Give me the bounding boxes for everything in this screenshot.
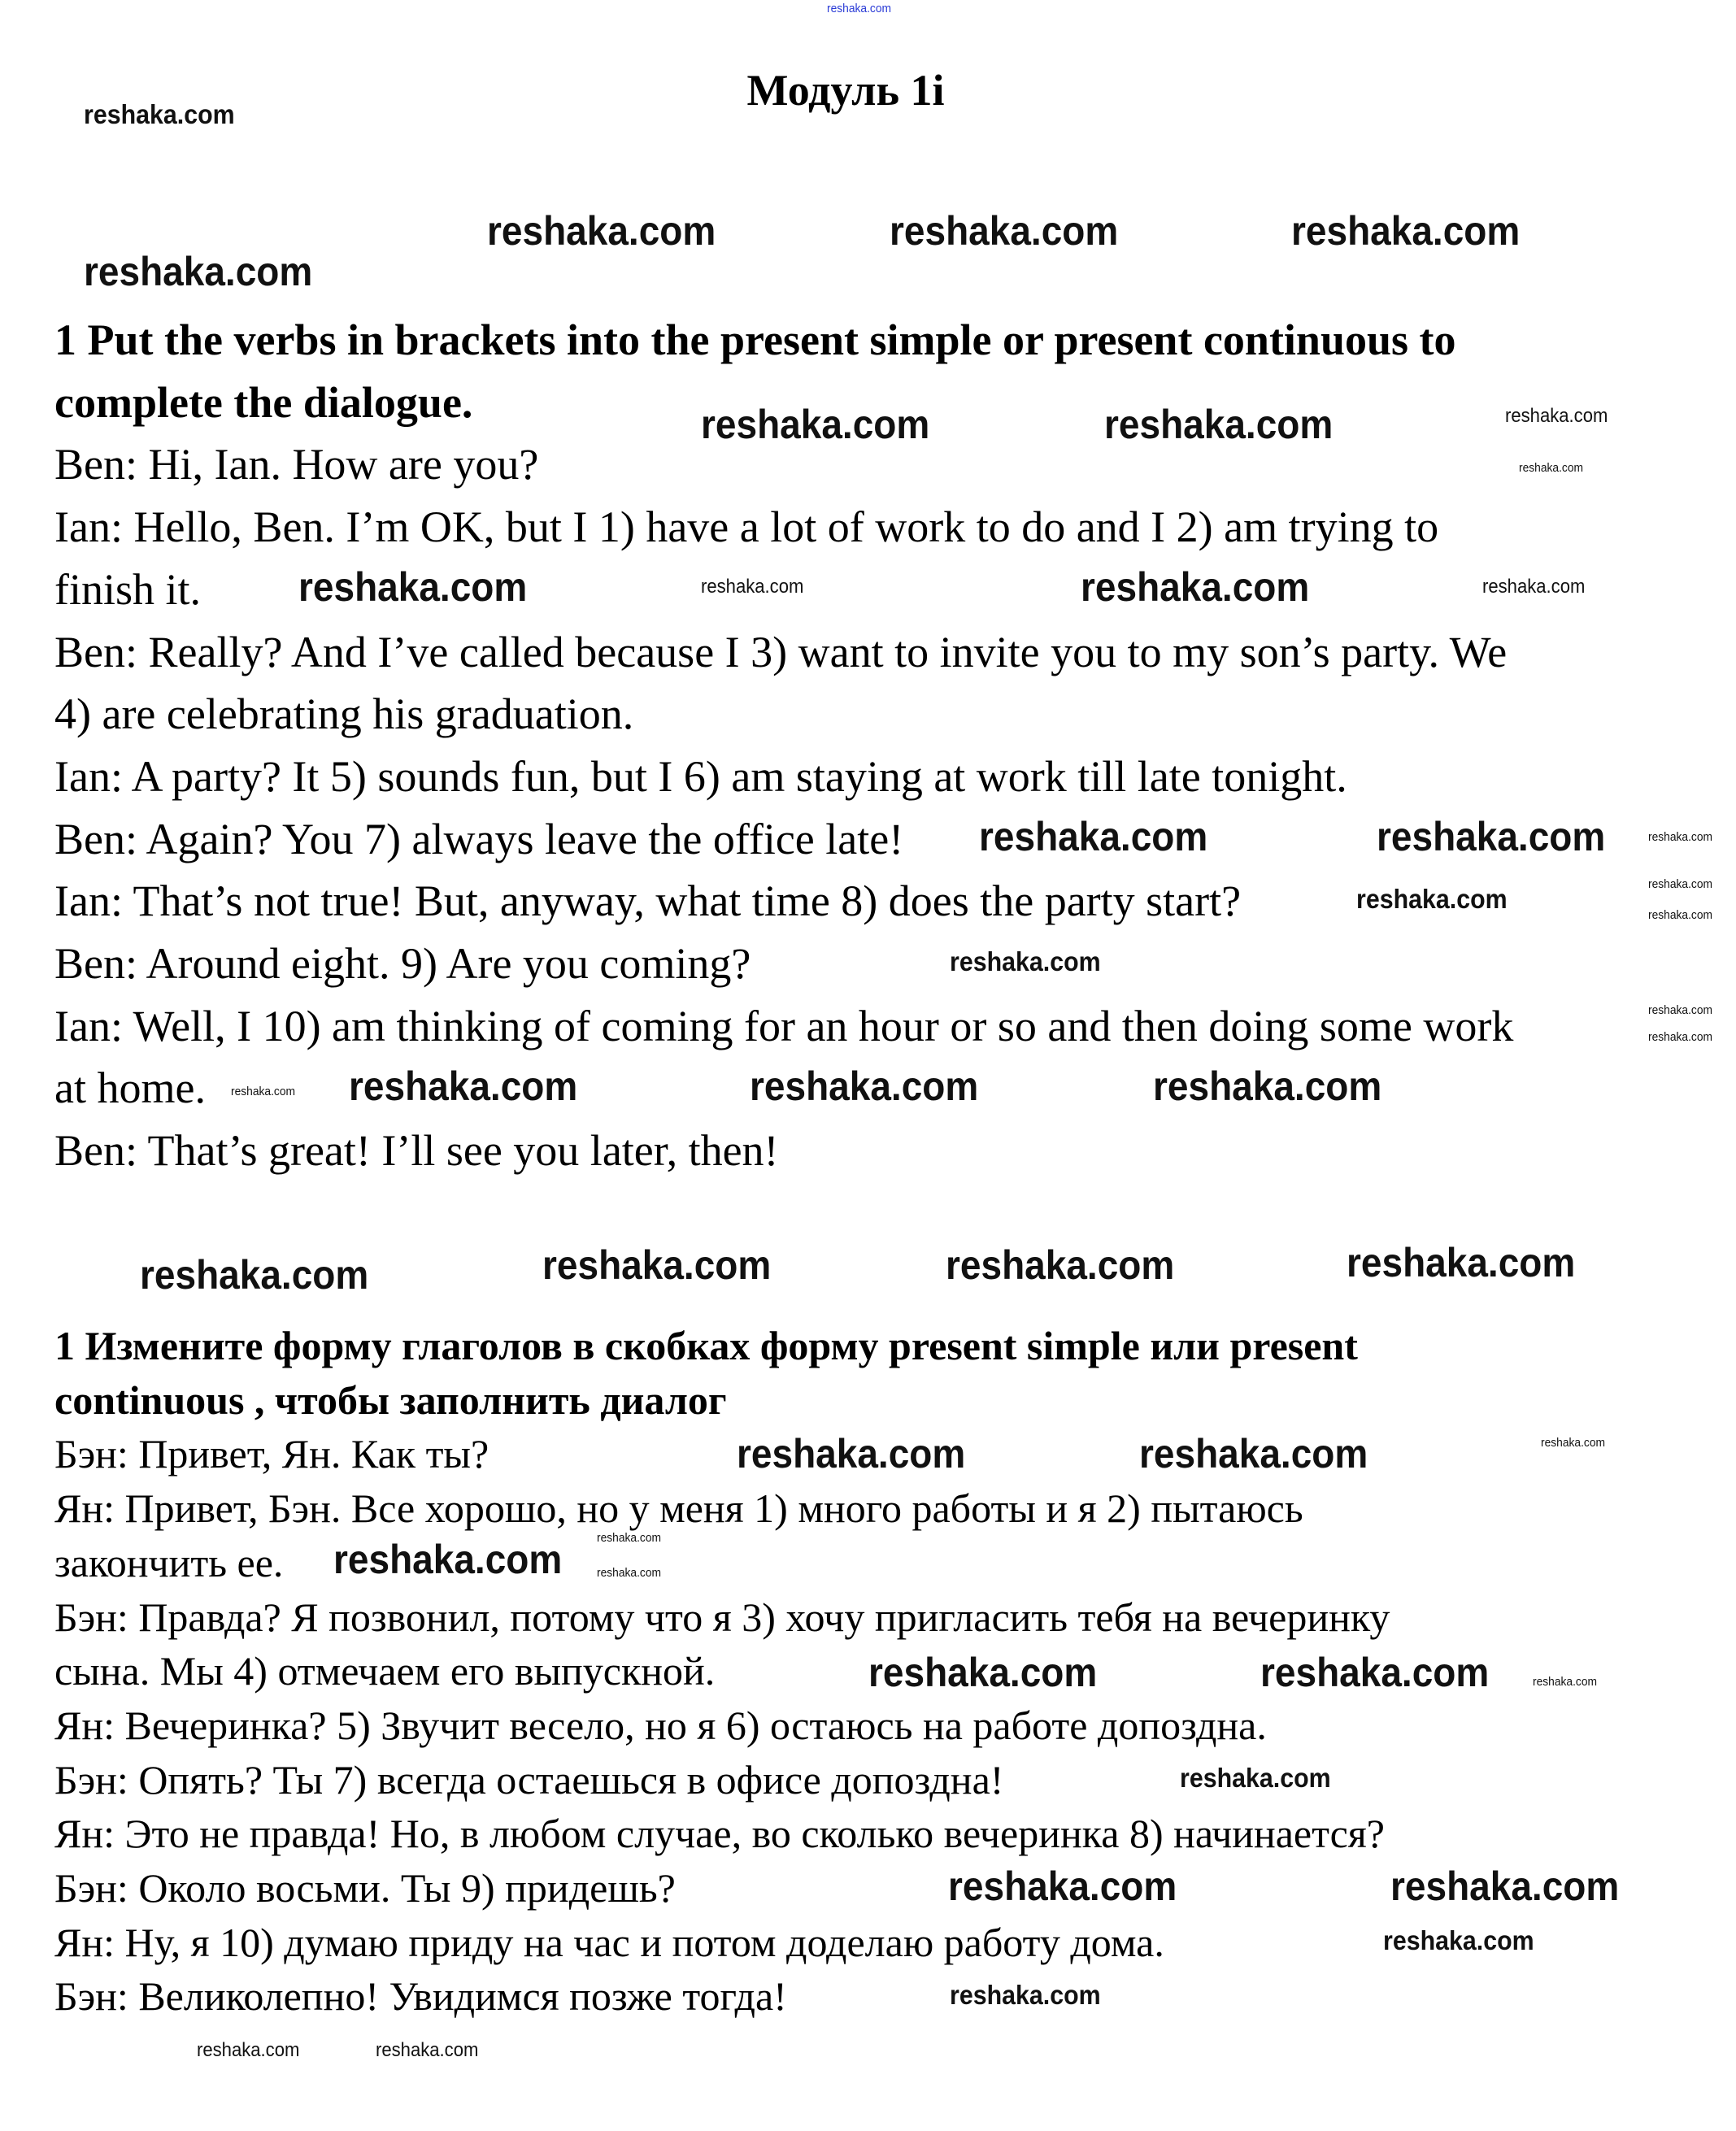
watermark: reshaka.com bbox=[139, 1251, 369, 1298]
watermark: reshaka.com bbox=[1647, 1003, 1712, 1018]
watermark: reshaka.com bbox=[1152, 1063, 1382, 1110]
watermark: reshaka.com bbox=[979, 814, 1208, 860]
dialogue-line: Ян: Привет, Бэн. Все хорошо, но у меня 1) много работы и я 2) пытаюсь bbox=[54, 1485, 1303, 1532]
watermark: reshaka.com bbox=[949, 946, 1101, 977]
dialogue-line: Бэн: Правда? Я позвонил, потому что я 3) хочу пригласить тебя на вечеринку bbox=[54, 1594, 1390, 1640]
watermark: reshaka.com bbox=[1505, 405, 1608, 428]
page-title: Модуль 1i bbox=[746, 66, 945, 115]
dialogue-line: закончить ее. bbox=[54, 1539, 284, 1585]
watermark: reshaka.com bbox=[376, 2038, 479, 2061]
dialogue-line: Ian: Well, I 10) am thinking of coming for an hour or so and then doing some work bbox=[54, 1001, 1514, 1050]
watermark: reshaka.com bbox=[1355, 884, 1508, 915]
watermark: reshaka.com bbox=[1540, 1436, 1605, 1450]
watermark: reshaka.com bbox=[84, 248, 313, 294]
dialogue-line: Бэн: Великолепно! Увидимся позже тогда! bbox=[54, 1973, 787, 2020]
dialogue-line: Ian: A party? It 5) sounds fun, but I 6) am staying at work till late tonight. bbox=[54, 751, 1347, 801]
watermark: reshaka.com bbox=[1290, 207, 1521, 254]
watermark: reshaka.com bbox=[1647, 908, 1712, 923]
watermark: reshaka.com bbox=[750, 1063, 979, 1110]
watermark: reshaka.com bbox=[1647, 1030, 1712, 1045]
watermark: reshaka.com bbox=[348, 1063, 577, 1110]
dialogue-line: Ben: Hi, Ian. How are you? bbox=[54, 440, 539, 489]
dialogue-line: Ян: Вечеринка? 5) Звучит весело, но я 6) остаюсь на работе допоздна. bbox=[54, 1702, 1267, 1748]
watermark: reshaka.com bbox=[1103, 402, 1334, 448]
watermark: reshaka.com bbox=[333, 1537, 563, 1583]
dialogue-line: at home. bbox=[54, 1063, 206, 1113]
watermark: reshaka.com bbox=[596, 1530, 661, 1545]
watermark: reshaka.com bbox=[949, 1980, 1101, 2011]
watermark: reshaka.com bbox=[1647, 877, 1712, 892]
dialogue-line: Ben: Really? And I’ve called because I 3) want to invite you to my son’s party. We bbox=[54, 627, 1508, 676]
watermark: reshaka.com bbox=[701, 576, 804, 598]
dialogue-line: Ян: Ну, я 10) думаю приду на час и потом доделаю работу дома. bbox=[54, 1919, 1164, 1965]
dialogue-line: Ян: Это не правда! Но, в любом случае, во сколько вечеринка 8) начинается? bbox=[54, 1811, 1385, 1857]
dialogue-line: сына. Мы 4) отмечаем его выпускной. bbox=[54, 1648, 716, 1694]
dialogue-line: 4) are celebrating his graduation. bbox=[54, 689, 634, 739]
watermark: reshaka.com bbox=[1139, 1431, 1368, 1477]
dialogue-line: Ben: Around eight. 9) Are you coming? bbox=[54, 939, 751, 989]
watermark: reshaka.com bbox=[1180, 1763, 1331, 1794]
watermark: reshaka.com bbox=[1260, 1649, 1489, 1695]
watermark: reshaka.com bbox=[1482, 576, 1586, 598]
watermark: reshaka.com bbox=[1347, 1239, 1576, 1285]
watermark: reshaka.com bbox=[890, 207, 1119, 254]
dialogue-line: Ian: That’s not true! But, anyway, what time 8) does the party start? bbox=[54, 876, 1242, 926]
dialogue-line: Ben: Again? You 7) always leave the office late! bbox=[54, 814, 904, 863]
watermark: reshaka.com bbox=[868, 1649, 1097, 1695]
watermark: reshaka.com bbox=[701, 402, 930, 448]
watermark: reshaka.com bbox=[230, 1085, 295, 1099]
dialogue-line: Ben: That’s great! I’ll see you later, then! bbox=[54, 1126, 779, 1176]
watermark: reshaka.com bbox=[196, 2038, 300, 2061]
watermark: reshaka.com bbox=[1376, 814, 1606, 860]
watermark: reshaka.com bbox=[827, 1, 892, 15]
watermark: reshaka.com bbox=[1383, 1925, 1534, 1956]
watermark: reshaka.com bbox=[486, 207, 716, 254]
exercise-heading: complete the dialogue. bbox=[54, 377, 473, 427]
watermark: reshaka.com bbox=[1647, 829, 1712, 844]
dialogue-line: Бэн: Опять? Ты 7) всегда остаешься в офисе допоздна! bbox=[54, 1756, 1004, 1803]
watermark: reshaka.com bbox=[1081, 564, 1310, 611]
watermark: reshaka.com bbox=[596, 1566, 661, 1581]
exercise-heading: 1 Put the verbs in brackets into the present simple or present continuous to bbox=[54, 315, 1456, 364]
watermark: reshaka.com bbox=[945, 1242, 1174, 1289]
watermark: reshaka.com bbox=[1390, 1864, 1619, 1910]
watermark: reshaka.com bbox=[542, 1242, 772, 1289]
watermark: reshaka.com bbox=[736, 1431, 965, 1477]
dialogue-line: Бэн: Привет, Ян. Как ты? bbox=[54, 1431, 489, 1477]
russian-exercise bbox=[54, 1319, 1390, 2024]
dialogue-line: Ian: Hello, Ben. I’m OK, but I 1) have a lot of work to do and I 2) am trying to bbox=[54, 502, 1439, 552]
dialogue-line: Бэн: Около восьми. Ты 9) придешь? bbox=[54, 1865, 676, 1911]
watermark: reshaka.com bbox=[84, 98, 236, 129]
exercise-heading: 1 Измените форму глаголов в скобках форму present simple или present bbox=[54, 1323, 1358, 1368]
dialogue-line: finish it. bbox=[54, 564, 202, 614]
watermark: reshaka.com bbox=[1532, 1674, 1597, 1689]
watermark: reshaka.com bbox=[1519, 460, 1584, 475]
exercise-heading: continuous , чтобы заполнить диалог bbox=[54, 1376, 727, 1423]
watermark: reshaka.com bbox=[298, 564, 528, 611]
watermark: reshaka.com bbox=[947, 1864, 1177, 1910]
